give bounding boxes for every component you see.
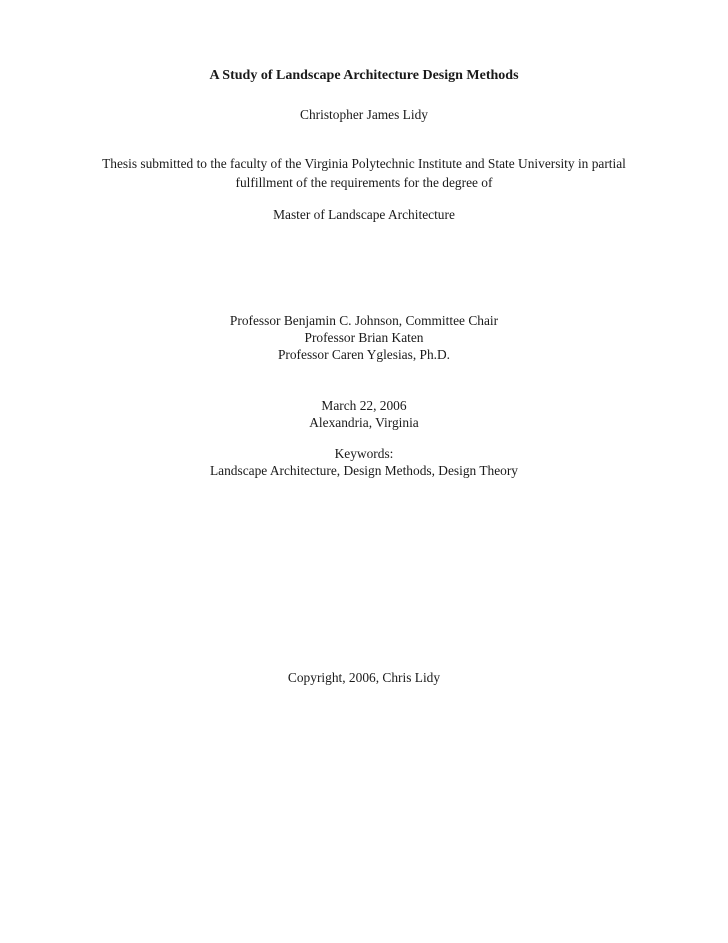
submission-location: Alexandria, Virginia — [309, 415, 419, 430]
copyright-notice: Copyright, 2006, Chris Lidy — [287, 670, 441, 685]
keywords-label: Keywords: — [334, 446, 394, 461]
submission-statement-line-2: fulfillment of the requirements for the degree of — [235, 175, 493, 190]
author-name: Christopher James Lidy — [300, 107, 428, 122]
submission-statement-line-1: Thesis submitted to the faculty of the Virginia Polytechnic Institute and State University in partial — [102, 156, 626, 171]
committee-member: Professor Caren Yglesias, Ph.D. — [277, 347, 451, 362]
committee-member: Professor Brian Katen — [304, 330, 424, 345]
keywords-list: Landscape Architecture, Design Methods, Design Theory — [209, 463, 519, 478]
submission-date: March 22, 2006 — [321, 398, 407, 413]
committee-chair: Professor Benjamin C. Johnson, Committee Chair — [229, 313, 499, 328]
degree-name: Master of Landscape Architecture — [273, 207, 455, 222]
thesis-title: A Study of Landscape Architecture Design Methods — [209, 68, 519, 83]
